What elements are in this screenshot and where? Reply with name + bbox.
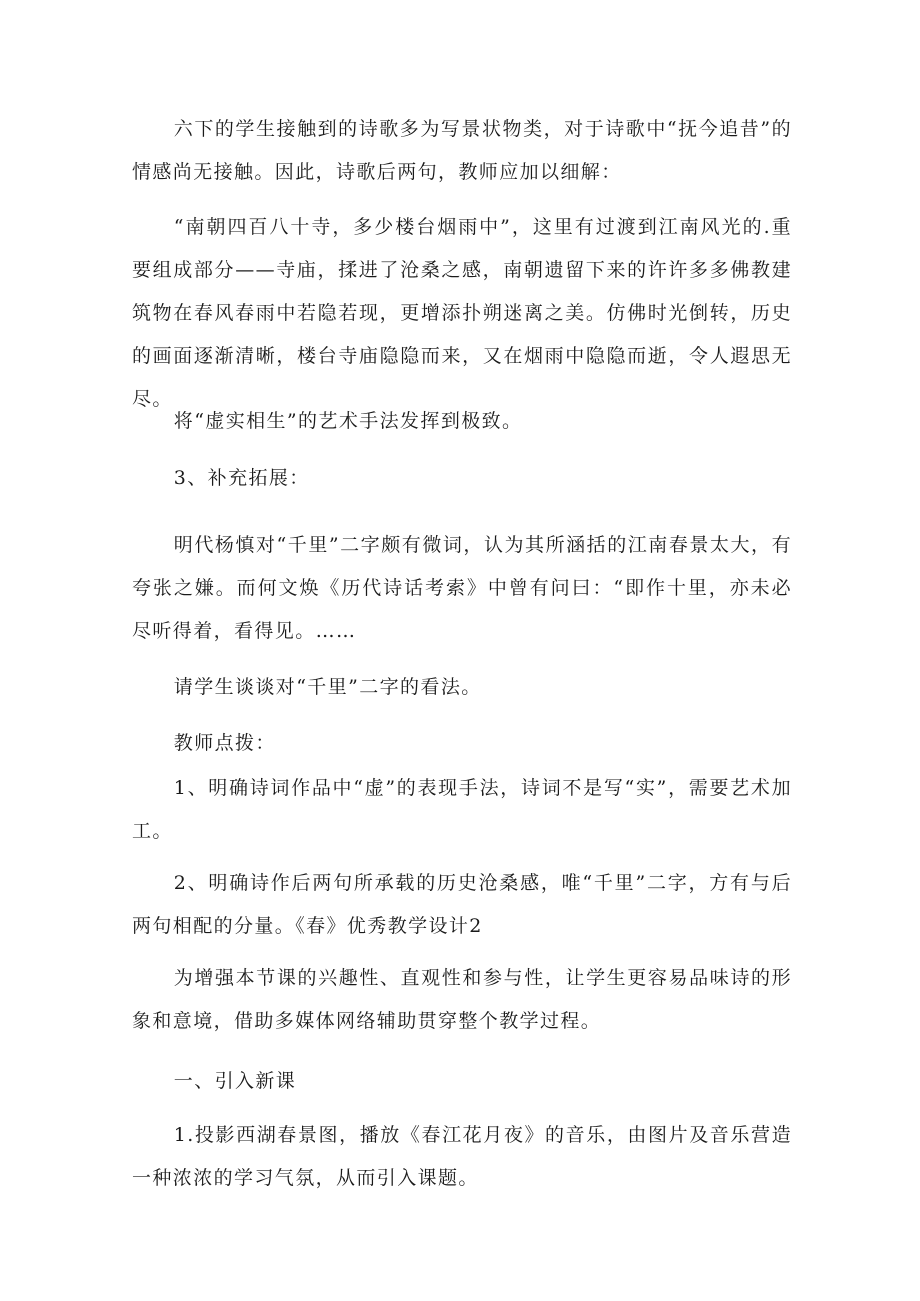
- paragraph-poem-analysis: “南朝四百八十寺，多少楼台烟雨中”，这里有过渡到江南风光的.重要组成部分——寺庙，揉进了沧桑之感，南朝遗留下来的许许多多佛教建筑物在春风春雨中若隐若现，更增添扑朔迷离之美。仿佛时光倒转，历史的画面逐渐清晰，楼台寺庙隐隐而来，又在烟雨中隐隐而逝，令人遐思无尽。: [132, 216, 792, 410]
- paragraph-point-2: 2、明确诗作后两句所承载的历史沧桑感，唯“千里”二字，方有与后两句相配的分量。《春》优秀教学设计2: [132, 872, 792, 937]
- paragraph-yang-shen: 明代杨慎对“千里”二字颇有微词，认为其所涵括的江南春景太大，有夸张之嫌。而何文焕《历代诗话考索》中曾有问曰：“即作十里，亦未必尽听得着，看得见。……: [132, 534, 792, 642]
- heading-introduce-lesson: 一、引入新课: [173, 1070, 297, 1092]
- paragraph-intro: 六下的学生接触到的诗歌多为写景状物类，对于诗歌中“抚今追昔”的情感尚无接触。因此，诗歌后两句，教师应加以细解：: [132, 118, 792, 183]
- paragraph-point-1: 1、明确诗词作品中“虚”的表现手法，诗词不是写“实”，需要艺术加工。: [132, 777, 792, 842]
- paragraph-student-discussion: 请学生谈谈对“千里”二字的看法。: [173, 676, 482, 698]
- paragraph-step-1: 1.投影西湖春景图，播放《春江花月夜》的音乐，由图片及音乐营造一种浓浓的学习气氛，从而引入课题。: [132, 1124, 792, 1189]
- paragraph-teacher-guidance: 教师点拨：: [173, 732, 276, 754]
- heading-supplement-extension: 3、补充拓展：: [173, 467, 310, 489]
- paragraph-art-technique: 将“虚实相生”的艺术手法发挥到极致。: [173, 410, 523, 432]
- paragraph-multimedia: 为增强本节课的兴趣性、直观性和参与性，让学生更容易品味诗的形象和意境，借助多媒体网络辅助贯穿整个教学过程。: [132, 967, 792, 1032]
